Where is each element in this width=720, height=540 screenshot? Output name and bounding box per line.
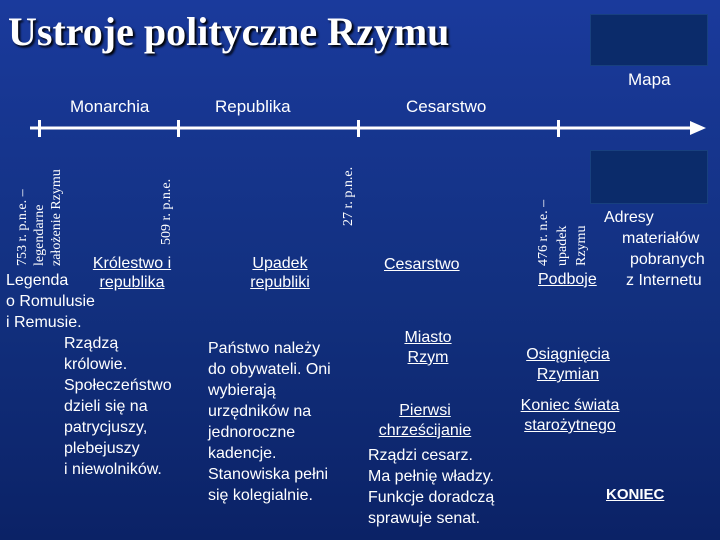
monarchy-line: o Romulusie (6, 293, 95, 310)
link-fall-line1: Upadek (252, 255, 308, 272)
republic-line: Stanowiska pełni (208, 466, 329, 483)
monarchy-line: plebejuszy (64, 440, 140, 457)
period-republic: Republika (215, 97, 291, 116)
timeline-axis (30, 120, 710, 136)
republic-line: Państwo należy (208, 340, 321, 357)
link-end-world-line1: Koniec świata (520, 397, 620, 414)
empire-line: Funkcje doradczą (368, 489, 495, 506)
republic-line: się kolegialnie. (208, 487, 313, 504)
link-conquests[interactable]: Podboje (538, 271, 597, 288)
sources-line1: Adresy (604, 209, 654, 226)
link-achievements[interactable] (508, 345, 628, 385)
link-kingdom-line1: Królestwo i (92, 255, 172, 272)
republic-line: jednoroczne (208, 424, 296, 441)
period-monarchy: Monarchia (70, 97, 150, 116)
link-kingdom-line2: republika (99, 274, 165, 291)
monarchy-line: patrycjuszy, (64, 419, 148, 436)
link-christians-line2: chrześcijanie (378, 422, 472, 439)
monarchy-line: dzieli się na (64, 398, 148, 415)
page-title: Ustroje polityczne Rzymu (8, 9, 450, 54)
tick-509 (177, 120, 180, 137)
link-achievements-line2: Rzymian (536, 366, 600, 383)
republic-line: wybierają (208, 382, 276, 399)
link-end-world-line2: starożytnego (524, 417, 616, 434)
date-27: 27 r. p.n.e. (341, 166, 356, 226)
empire-description (368, 445, 528, 529)
link-achievements-line1: Osiągnięcia (526, 346, 610, 363)
republic-line: urzędników na (208, 403, 312, 420)
link-end-ancient-world[interactable] (508, 396, 632, 436)
tick-753 (38, 120, 41, 137)
monarchy-line: i Remusie. (6, 314, 82, 331)
link-fall-line2: republiki (250, 274, 310, 291)
map-link[interactable]: Mapa (628, 70, 671, 89)
monarchy-line: Społeczeństwo (64, 377, 172, 394)
monarchy-line: Legenda (6, 272, 69, 289)
monarchy-line: królowie. (64, 356, 128, 373)
date-753-line2: legendarne (32, 204, 47, 266)
date-476-line1: 476 r. n.e. – (536, 199, 551, 266)
link-city-rome[interactable] (368, 328, 488, 368)
sources-line4: z Internetu (626, 272, 702, 289)
end-button[interactable]: KONIEC (606, 486, 665, 503)
sources-line2: materiałów (622, 230, 700, 247)
date-509: 509 r. p.n.e. (159, 178, 174, 245)
monarchy-line: Rządzą (64, 335, 119, 352)
tick-27 (357, 120, 360, 137)
link-city-line2: Rzym (407, 349, 449, 366)
date-476-line3: Rzymu (574, 225, 589, 266)
date-753-line3: założenie Rzymu (49, 169, 64, 266)
monarchy-description (6, 270, 196, 480)
link-empire[interactable]: Cesarstwo (384, 256, 460, 273)
link-first-christians[interactable] (364, 401, 486, 441)
empire-line: Ma pełnię władzy. (368, 468, 494, 485)
republic-line: kadencje. (208, 445, 277, 462)
map-thumbnail[interactable] (590, 14, 708, 66)
republic-description (208, 338, 368, 506)
empire-line: Rządzi cesarz. (368, 447, 473, 464)
tick-476 (557, 120, 560, 137)
link-city-line1: Miasto (404, 329, 452, 346)
sources-link[interactable] (590, 207, 714, 291)
empire-line: sprawuje senat. (368, 510, 481, 527)
sources-line3: pobranych (630, 251, 705, 268)
sources-thumbnail[interactable] (590, 150, 708, 204)
date-476-line2: upadek (555, 225, 570, 266)
monarchy-line: i niewolników. (64, 461, 162, 478)
period-empire: Cesarstwo (406, 97, 487, 116)
date-753-line1: 753 r. p.n.e. – (15, 189, 30, 266)
link-christians-line1: Pierwsi (399, 402, 451, 419)
link-fall-republic[interactable] (220, 254, 340, 292)
republic-line: do obywateli. Oni (208, 361, 331, 378)
